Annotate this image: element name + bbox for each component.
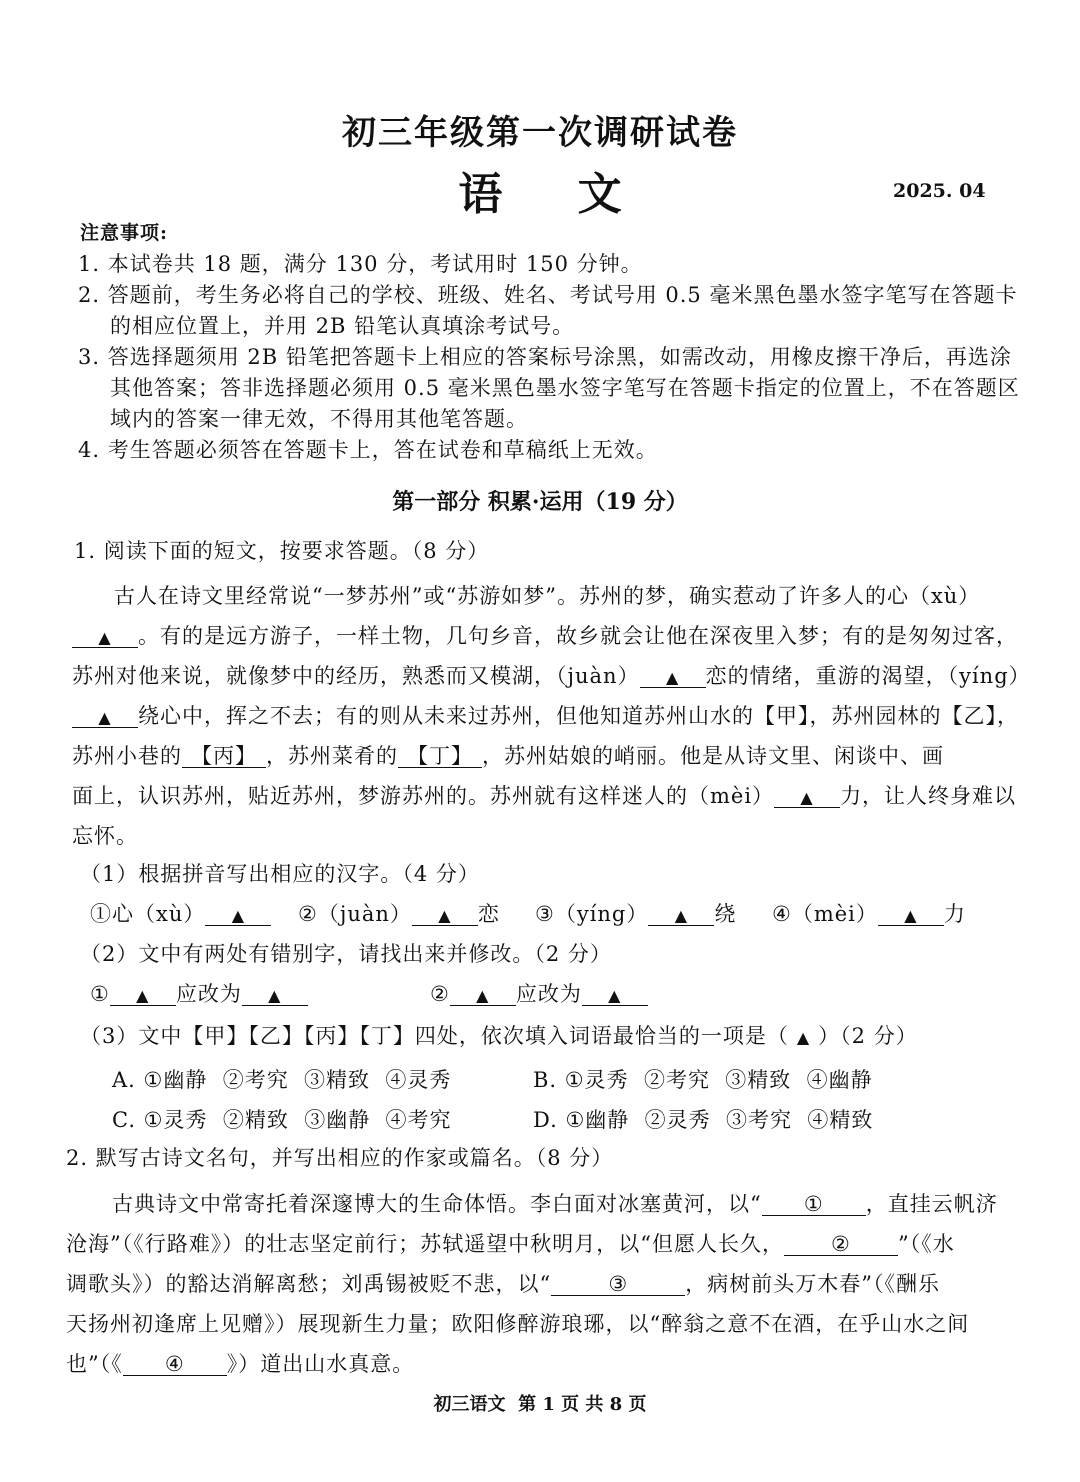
- answer-blank[interactable]: [648, 904, 714, 926]
- q1-stem: 1. 阅读下面的短文，按要求答题。（8 分）: [74, 539, 490, 563]
- q1-sub1-item-2: ②（juàn） ▲ 恋: [298, 902, 500, 926]
- answer-blank[interactable]: [640, 666, 706, 688]
- q1-sub1-item-1: ①心（xù） ▲: [90, 898, 271, 928]
- answer-blank[interactable]: [774, 786, 840, 808]
- triangle-marker: ▲: [231, 906, 246, 925]
- q2-para-line-4: 天扬州初逢席上见赠》）展现新生力量；欧阳修醉游琅琊，以“醉翁之意不在酒，在乎山水之间: [66, 1312, 970, 1336]
- notice-line-2: 2. 答题前，考生务必将自己的学校、班级、姓名、考试号用 0.5 毫米黑色墨水签字笔写在答题卡: [78, 283, 1018, 307]
- triangle-marker: ▲: [268, 986, 282, 1005]
- notice-line-6: 域内的答案一律无效，不得用其他笔答题。: [110, 407, 528, 431]
- triangle-marker: ▲: [136, 986, 150, 1005]
- bracket-blank-ding: 【丁】: [398, 746, 482, 768]
- q1-para-line-4: [72, 700, 1019, 730]
- triangle-marker: ▲: [904, 906, 918, 925]
- q1-sub1-stem: （1）根据拼音写出相应的汉字。（4 分）: [80, 862, 480, 886]
- q1-sub3-stem: （3）文中【甲】【乙】【丙】【丁】四处，依次填入词语最恰当的一项是（ ▲ ）（2 分）: [80, 1024, 918, 1048]
- q1-option-a[interactable]: A. ①幽静 ②考究 ③精致 ④灵秀: [112, 1068, 452, 1092]
- q1-para-line-2: [72, 620, 1018, 650]
- answer-blank[interactable]: [242, 984, 308, 1006]
- q1-sub2-item-1: ① ▲ 应改为 ▲: [90, 978, 308, 1008]
- notice-line-4: 3. 答选择题须用 2B 铅笔把答题卡上相应的答案标号涂黑，如需改动，用橡皮擦干净后，再选涂: [78, 345, 1012, 369]
- q1-option-b[interactable]: B. ①灵秀 ②考究 ③精致 ④幽静: [533, 1068, 873, 1092]
- q1-para-text: 。有的是远方游子，一样土物，几句乡音，故乡就会让他在深夜里入梦；有的是匆匆过客，: [138, 624, 1018, 648]
- triangle-marker: ▲: [438, 906, 452, 925]
- notice-heading: 注意事项:: [80, 222, 169, 244]
- triangle-marker: ▲: [796, 1028, 811, 1047]
- q2-para-line-2: 沧海”（《行路难》）的壮志坚定前行；苏轼遥望中秋明月，以“但愿人长久， ② ”（《水: [66, 1232, 955, 1256]
- triangle-marker: ▲: [665, 668, 680, 687]
- q2-stem: 2. 默写古诗文名句，并写出相应的作家或篇名。（8 分）: [66, 1146, 614, 1170]
- q1-sub2-item-2: ② ▲ 应改为 ▲: [430, 978, 648, 1008]
- q1-sub2-stem: （2）文中有两处有错别字，请找出来并修改。（2 分）: [80, 942, 612, 966]
- q1-para-text: 绕心中，挥之不去；有的则从未来过苏州，但他知道苏州山水的【甲】，苏州园林的【乙】，: [138, 704, 1019, 728]
- q1-para-line-3: [72, 660, 1031, 690]
- subject-title: 语 文: [458, 169, 622, 220]
- blank-4[interactable]: ④: [123, 1354, 227, 1376]
- q2-para-line-5: 也”（《 ④ 》）道出山水真意。: [66, 1352, 415, 1376]
- answer-blank[interactable]: [72, 626, 138, 648]
- triangle-marker: ▲: [98, 628, 112, 647]
- page-footer: 初三语文 第 1 页 共 8 页: [433, 1394, 647, 1415]
- q1-para-line-5: [72, 740, 944, 770]
- notice-line-7: 4. 考生答题必须答在答题卡上，答在试卷和草稿纸上无效。: [78, 438, 658, 462]
- q1-para-line-1: 古人在诗文里经常说“一梦苏州”或“苏游如梦”。苏州的梦，确实惹动了许多人的心（xù）: [114, 584, 981, 608]
- triangle-marker: ▲: [608, 986, 622, 1005]
- answer-blank[interactable]: [450, 984, 516, 1006]
- answer-blank[interactable]: [72, 706, 138, 728]
- answer-blank[interactable]: [878, 904, 944, 926]
- q1-para-text: 苏州对他来说，就像梦中的经历，熟悉而又模湖，（juàn）: [72, 664, 640, 688]
- q1-para-text: 恋的情绪，重游的渴望，（yíng）: [705, 664, 1031, 688]
- exam-date: 2025. 04: [893, 180, 986, 202]
- triangle-marker: ▲: [800, 788, 814, 807]
- q1-para-text: ，苏州姑娘的峭丽。他是从诗文里、闲谈中、画: [482, 744, 944, 768]
- blank-3[interactable]: ③: [551, 1274, 685, 1296]
- blank-1[interactable]: ①: [762, 1194, 866, 1216]
- q1-sub1-item-4: ④（mèi） ▲ 力: [772, 902, 966, 926]
- triangle-marker: ▲: [674, 906, 689, 925]
- answer-blank[interactable]: [412, 904, 478, 926]
- blank-2[interactable]: ②: [784, 1234, 898, 1256]
- q1-para-text: 苏州小巷的: [72, 744, 182, 768]
- bracket-blank-bing: 【丙】: [182, 746, 266, 768]
- notice-line-3: 的相应位置上，并用 2B 铅笔认真填涂考试号。: [110, 314, 575, 338]
- notice-line-5: 其他答案；答非选择题必须用 0.5 毫米黑色墨水签字笔写在答题卡指定的位置上，不在答题区: [110, 376, 1020, 400]
- q1-option-c[interactable]: C. ①灵秀 ②精致 ③幽静 ④考究: [112, 1108, 452, 1132]
- q1-para-text: 力，让人终身难以: [840, 784, 1017, 808]
- q1-para-line-6: [72, 780, 1016, 810]
- triangle-marker: ▲: [476, 986, 490, 1005]
- q2-para-line-1: 古典诗文中常寄托着深邃博大的生命体悟。李白面对冰塞黄河，以“ ① ，直挂云帆济: [112, 1192, 998, 1216]
- answer-blank[interactable]: [582, 984, 648, 1006]
- q1-sub1-item-3: ③（yíng） ▲ 绕: [535, 902, 737, 926]
- notice-line-1: 1. 本试卷共 18 题，满分 130 分，考试用时 150 分钟。: [78, 252, 643, 276]
- q1-para-text: ，苏州菜肴的: [266, 744, 398, 768]
- q1-option-d[interactable]: D. ①幽静 ②灵秀 ③考究 ④精致: [533, 1108, 874, 1132]
- answer-blank[interactable]: [205, 904, 271, 926]
- q1-para-text: 面上，认识苏州，贴近苏州，梦游苏州的。苏州就有这样迷人的（mèi）: [72, 784, 775, 808]
- triangle-marker: ▲: [98, 708, 112, 727]
- q1-para-line-7: 忘怀。: [72, 824, 138, 848]
- answer-blank[interactable]: [110, 984, 176, 1006]
- q2-para-line-3: 调歌头》）的豁达消解离愁；刘禹锡被贬不悲，以“ ③ ，病树前头万木春”（《酬乐: [66, 1272, 940, 1296]
- part1-heading: 第一部分 积累·运用（19 分）: [392, 489, 688, 515]
- exam-title: 初三年级第一次调研试卷: [342, 113, 738, 153]
